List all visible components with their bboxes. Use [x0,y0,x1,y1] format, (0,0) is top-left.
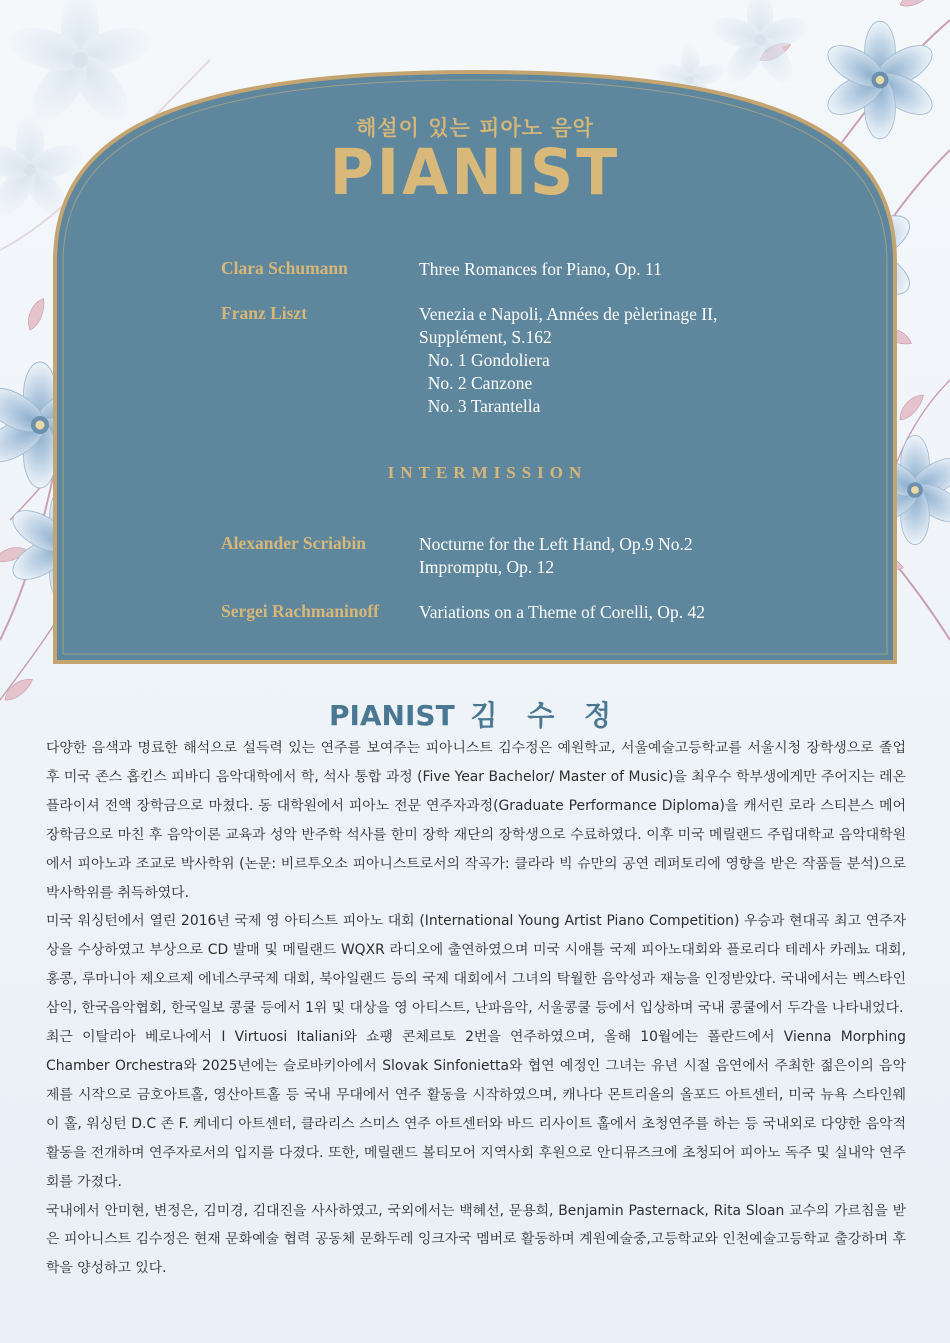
work-movement: No. 1 Gondoliera [419,350,550,370]
intermission-label: INTERMISSION [387,463,588,482]
work-list [419,258,662,281]
work-movement: No. 2 Canzone [419,373,533,393]
bio-paragraph: 미국 워싱턴에서 열린 2016년 국제 영 아티스트 피아노 대회 (International Young Artist Piano Competition) 우승과 현대곡 최고 연주자 상을 수상하였고 부상으로 CD 발매 및 메릴랜드 WQXR 라디오에 출연하였으며 미국 시애틀 국제 피아노대회와 플로리다 테레사 카레뇨 대회, 홍콩, 루마니아 제오르제 에네스쿠국제 대회, 북아일랜드 등의 국제 대회에서 그녀의 탁월한 음악성과 재능을 인정받았다. 국내에서는 벡스타인 삼익, 한국음악협회, 한국일보 콩쿨 등에서 1위 및 대상을 영 아티스트, 난파음악, 서울콩쿨 등에서 입상하며 국내 콩쿨에서 두각을 나타내었다. [46,913,906,1017]
work-list [419,533,693,579]
work-title: Impromptu, Op. 12 [419,557,555,577]
bio-heading-prefix: PIANIST [328,699,455,732]
work-title: Nocturne for the Left Hand, Op.9 No.2 [419,534,693,554]
bio-paragraph: 다양한 음색과 명료한 해석으로 설득력 있는 연주를 보여주는 피아니스트 김수정은 예원학교, 서울예술고등학교를 서울시청 장학생으로 졸업 후 미국 존스 홉킨스 피바디 음악대학에서 학, 석사 통합 과정 (Five Year Bachelor/ Master of Music)을 최우수 학부생에게만 주어지는 레온 플라이셔 전액 장학금으로 마쳤다. 동 대학원에서 피아노 전문 연주자과정(Graduate Performance Diploma)을 캐서린 로라 스티븐스 메어 장학금으로 마친 후 음악이론 교육과 성악 반주학 석사를 한미 장학 재단의 장학생으로 수료하였다. 이후 미국 메릴랜드 주립대학교 음악대학원에서 피아노과 조교로 박사학위 (논문: 비르투오소 피아니스트로서의 작곡가: 클라라 빅 슈만의 공연 레퍼토리에 영향을 받은 작품들 분석)으로 박사학위를 취득하였다. [46,740,906,901]
work-title: Variations on a Theme of Corelli, Op. 42 [419,602,705,622]
work-title: Three Romances for Piano, Op. 11 [419,259,662,279]
bio-paragraph: 최근 이탈리아 베로나에서 I Virtuosi Italiani와 쇼팽 콘체르토 2번을 연주하였으며, 올해 10월에는 폴란드에서 Vienna Morphing Chamber Orchestra와 2025년에는 슬로바키아에서 Slovak Sinfonietta와 협연 예정인 그녀는 유년 시절 음연에서 주최한 젊은이의 음악제를 시작으로 금호아트홀, 영산아트홀 등 국내 무대에서 연주 활동을 시작하였으며, 캐나다 몬트리올의 올포드 아트센터, 미국 뉴욕 스타인웨이 홀, 워싱턴 D.C 존 F. 케네디 아트센터, 클라리스 스미스 연주 아트센터와 바드 리사이트 홀에서 초청연주를 하는 등 국내외로 다양한 음악적 활동을 전개하며 연주자로서의 입지를 다졌다. 또한, 메릴랜드 볼티모어 지역사회 후원으로 안디뮤즈크에 초청되어 피아노 독주 및 실내악 연주회를 가졌다. [46,1029,906,1190]
composer-name: Alexander Scriabin [221,533,367,553]
concert-title: PIANIST [329,136,621,210]
concert-subtitle: 해설이 있는 피아노 음악 [356,116,594,140]
biography [46,734,906,1283]
composer-name: Sergei Rachmaninoff [221,601,379,621]
bio-heading [0,694,950,734]
work-title: Supplément, S.162 [419,327,552,347]
work-list [419,601,705,624]
composer-name: Clara Schumann [221,258,348,278]
bio-paragraph: 국내에서 안미현, 변정은, 김미경, 김대진을 사사하였고, 국외에서는 백혜선, 문용희, Benjamin Pasternack, Rita Sloan 교수의 가르침을 받은 피아니스트 김수정은 현재 문화예술 협력 공동체 문화두레 잉크자국 멤버로 활동하며 계원예술중,고등학교와 인천예술고등학교 출강하며 후학을 양성하고 있다. [46,1202,906,1277]
work-list [419,303,717,418]
composer-name: Franz Liszt [221,303,308,323]
work-title: Venezia e Napoli, Années de pèlerinage II, [419,304,718,324]
work-movement: No. 3 Tarantella [419,396,541,416]
pianist-name: 김 수 정 [470,699,622,732]
